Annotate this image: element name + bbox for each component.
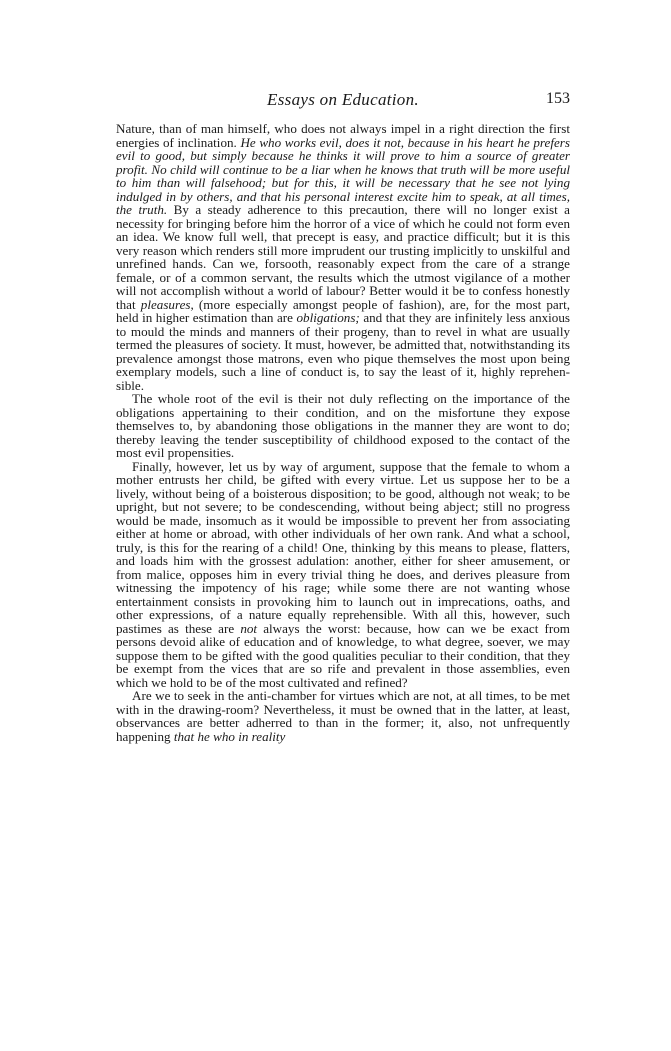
body-text [116,122,570,743]
italic-text-segment: He who works evil, does it not, because in his heart he prefers evil to good, but simply because he thinks it will prove to him a source of greater profit. No child will continue to be a liar when he knows that truth will be more useful to him than will falsehood; but for this, it will be necessary that he see not lying indulged in by others, and that his personal interest excite him to speak, at all times, the truth. [116,134,570,217]
paragraph-p3 [116,460,570,690]
text-segment: and that they are infinitely less anxious to mould the minds and manners of their progeny, than to revel in what are usually termed the pleasures of society. It must, however, be admitted that, notwithstanding its prevalence amongst those matrons, even who pique themselves the most upon being exemplary models, such a line of conduct is, to say the least of it, highly reprehensible. [116,310,570,393]
page-number: 153 [546,90,570,107]
text-segment: Are we to seek in the anti-chamber for virtues which are not, at all times, to be met with in the drawing-room? Nevertheless, it must be owned that in the latter, at least, observances are better adherred to than in the former; it, also, not unfrequently happening [116,688,570,744]
text-segment: (more especially amongst people of fashion), are, for the most part, held in higher estimation than are [116,296,570,325]
paragraph-p1 [116,122,570,392]
text-segment: Nature, than of man himself, who does not always impel in a right direction the first energies of inclination. [116,121,570,150]
paragraph-p4 [116,689,570,743]
text-segment: Finally, however, let us by way of argument, suppose that the female to whom a mother entrusts her child, be gifted with every virtue. Let us suppose her to be a lively, without being of a boisterous disposition; to be good, although not weak; to be upright, but not severe; to be condescending, without being abject; still no progress would be made, insomuch as it would be impossible to prevent her from associating either at home or abroad, with other individuals of her own rank. And what a school, truly, is this for the rearing of a child! One, thinking by this means to please, flatters, and loads him with the grossest adulation: another, either for sheer amusement, or from malice, opposes him in every trivial thing he does, and derives pleasure from witnessing the impotency of his rage; while some there are not wanting whose entertainment consists in provoking him to launch out in imprecations, oaths, and other expressions, of a nature equally reprehensible. With all this, however, such pastimes as these are [116,458,570,636]
paragraph-p2 [116,392,570,460]
text-segment: The whole root of the evil is their not duly reflecting on the importance of the obligations appertaining to their condition, and on the misfortune they expose themselves to, by abandoning those obligations in the manner they are wont to do; thereby leaving the tender susceptibility of childhood exposed to the contact of the most evil propensities. [116,391,570,460]
running-title: Essays on Education. [267,90,419,109]
italic-text-segment: obligations; [296,310,360,325]
page-header [116,90,570,114]
italic-text-segment: not [240,620,258,636]
text-segment: By a steady adherence to this precaution, there will no longer exist a necessity for bringing before him the horror of a vice of which he could not form even an idea. We know full well, that precept is easy, and practice difficult; but it is this very reason which renders still more imprudent our trusting implicitly to unskilful and unrefined hands. Can we, forsooth, reasonably expect from the care of a strange female, or of a common servant, the results which the utmost vigilance of a mother will not accomplish without a world of labour? Better would it be to confess honestly that [116,202,570,312]
text-segment: always the worst: because, how can we be exact from persons devoid alike of education and of knowledge, to what degree, soever, we may suppose them to be gifted with the good qualities peculiar to their condition, that they be exempt from the vices that are so rife and prevalent in those assemblies, even which we hold to be of the most cultivated and refined? [116,620,570,690]
italic-text-segment: pleasures, [140,296,194,312]
italic-text-segment: that he who in reality [173,728,286,744]
